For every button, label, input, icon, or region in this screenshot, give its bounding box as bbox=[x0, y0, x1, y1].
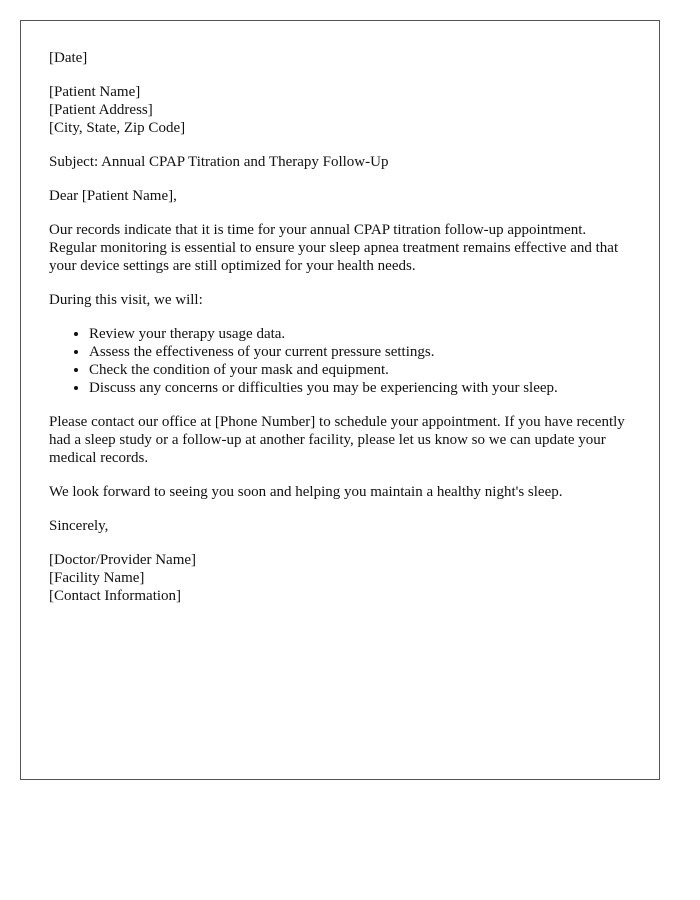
letter-closing: Sincerely, bbox=[49, 518, 109, 534]
list-item: • Discuss any concerns or difficulties you may be experiencing with your sleep. bbox=[89, 379, 631, 397]
letter-salutation: Dear [Patient Name], bbox=[49, 188, 177, 204]
letter-page bbox=[20, 20, 660, 780]
signature-contact: [Contact Information] bbox=[49, 588, 182, 604]
visit-items-list bbox=[49, 325, 631, 397]
body-paragraph-1: Our records indicate that it is time for your annual CPAP titration follow-up appointment. Regular monitoring is essential to ensure your sleep apnea treatment remains effective and that your device settings are still optimized for your health needs. bbox=[49, 222, 619, 274]
recipient-address: [Patient Address] bbox=[49, 102, 153, 118]
letter-date: [Date] bbox=[49, 50, 88, 66]
recipient-city-state-zip: [City, State, Zip Code] bbox=[49, 120, 186, 136]
recipient-block bbox=[49, 83, 631, 137]
list-item: • Assess the effectiveness of your current pressure settings. bbox=[89, 343, 631, 361]
list-item: • Check the condition of your mask and equipment. bbox=[89, 361, 631, 379]
signature-provider: [Doctor/Provider Name] bbox=[49, 552, 197, 568]
signature-facility: [Facility Name] bbox=[49, 570, 145, 586]
body-paragraph-3: We look forward to seeing you soon and helping you maintain a healthy night's sleep. bbox=[49, 484, 563, 500]
signature-block bbox=[49, 551, 631, 605]
list-item: • Review your therapy usage data. bbox=[89, 325, 631, 343]
body-paragraph-2: Please contact our office at [Phone Number] to schedule your appointment. If you have recently had a sleep study or a follow-up at another facility, please let us know so we can update your medical records. bbox=[49, 414, 625, 466]
letter-subject: Subject: Annual CPAP Titration and Therapy Follow-Up bbox=[49, 154, 389, 170]
visit-intro: During this visit, we will: bbox=[49, 292, 203, 308]
recipient-name: [Patient Name] bbox=[49, 84, 141, 100]
